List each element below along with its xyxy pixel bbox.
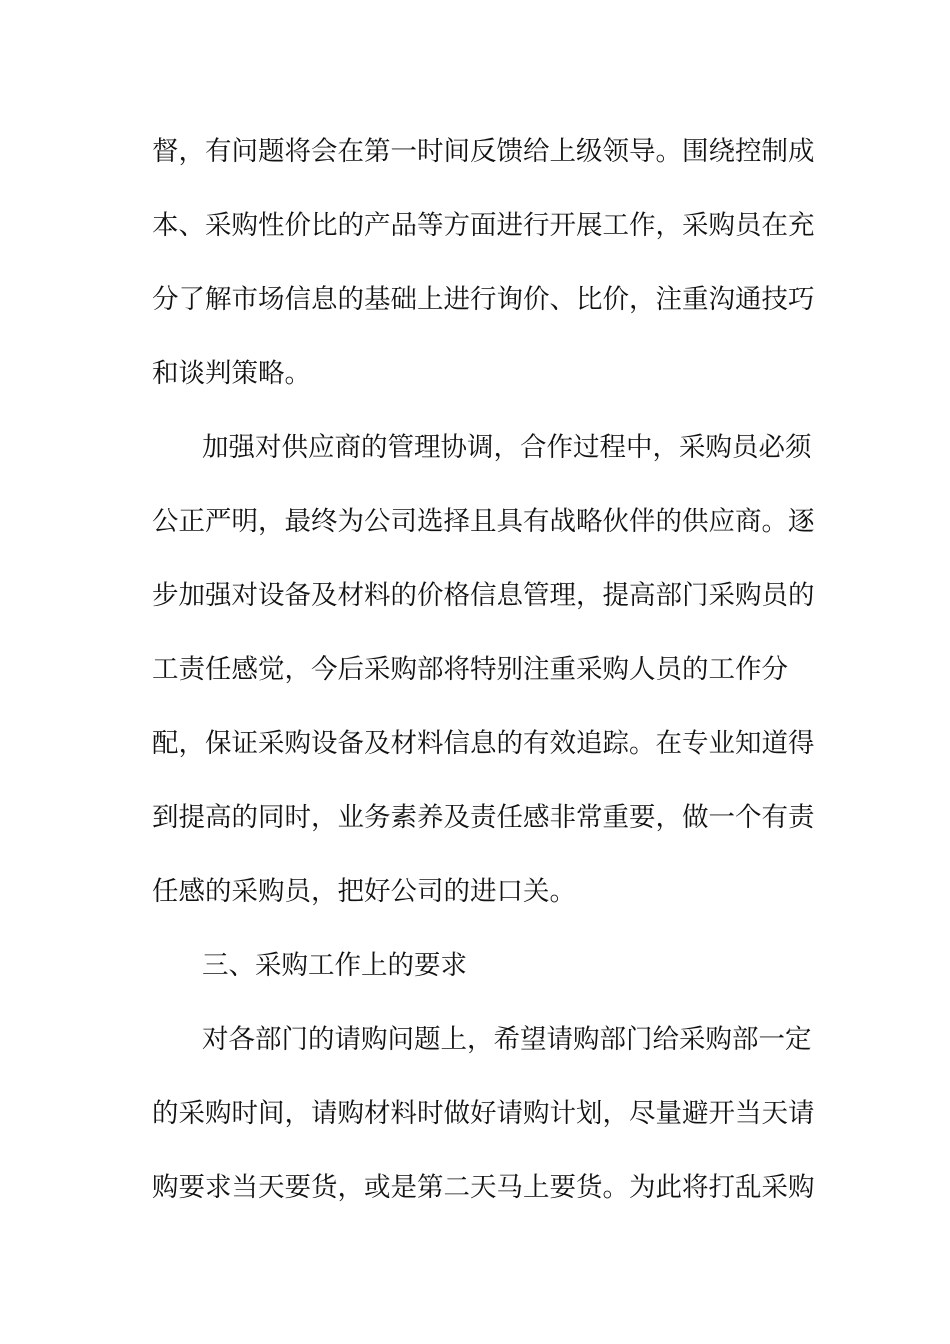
text-line: 步加强对设备及材料的价格信息管理，提高部门采购员的	[152, 580, 815, 611]
text-line: 购要求当天要货，或是第二天马上要货。为此将打乱采购	[152, 1172, 815, 1203]
text-line: 配，保证采购设备及材料信息的有效追踪。在专业知道得	[152, 728, 815, 759]
text-line: 分了解市场信息的基础上进行询价、比价，注重沟通技巧	[152, 284, 815, 315]
paragraph-first-line: 加强对供应商的管理协调，合作过程中，采购员必须	[202, 432, 812, 463]
text-line: 和谈判策略。	[152, 358, 311, 389]
paragraph-first-line: 对各部门的请购问题上，希望请购部门给采购部一定	[202, 1024, 812, 1055]
text-line: 的采购时间，请购材料时做好请购计划，尽量避开当天请	[152, 1098, 815, 1129]
text-line: 到提高的同时，业务素养及责任感非常重要，做一个有责	[152, 802, 815, 833]
text-line: 督，有问题将会在第一时间反馈给上级领导。围绕控制成	[152, 136, 815, 167]
section-heading: 三、采购工作上的要求	[202, 950, 467, 981]
text-line: 任感的采购员，把好公司的进口关。	[152, 876, 576, 907]
text-line: 公正严明，最终为公司选择且具有战略伙伴的供应商。逐	[152, 506, 815, 537]
text-line: 本、采购性价比的产品等方面进行开展工作，采购员在充	[152, 210, 815, 241]
text-line: 工责任感觉，今后采购部将特别注重采购人员的工作分	[152, 654, 788, 685]
